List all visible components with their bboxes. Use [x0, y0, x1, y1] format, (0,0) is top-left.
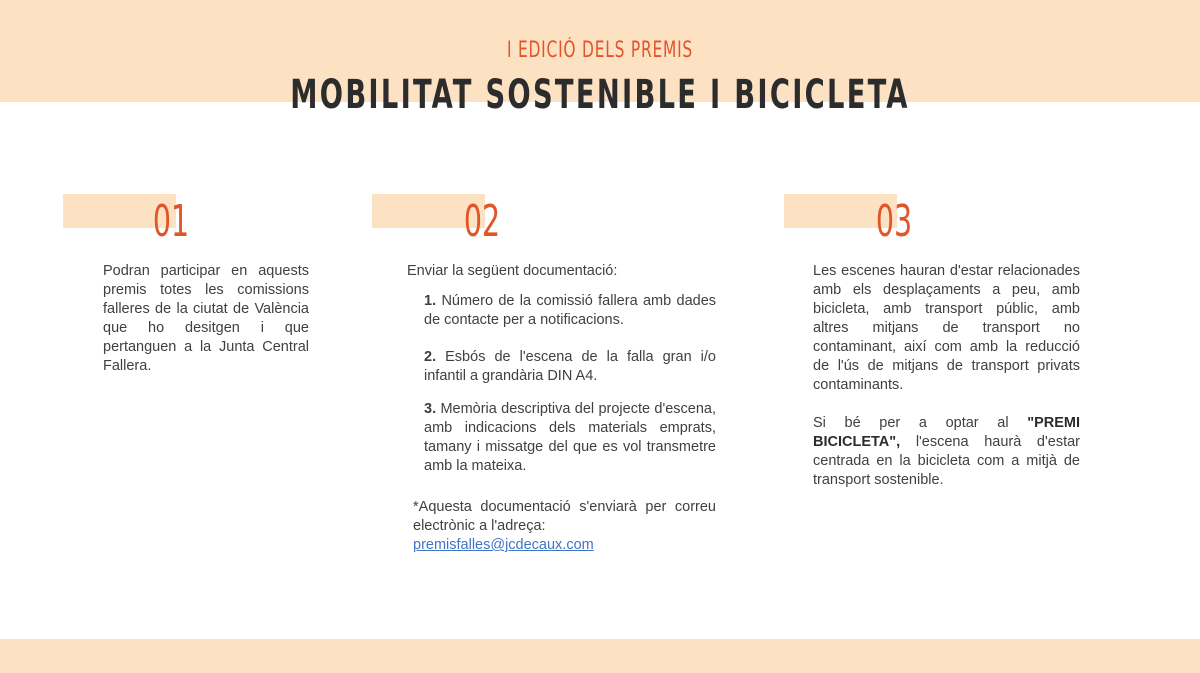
document-item-index: 1.: [424, 293, 437, 309]
page-subtitle: I EDICIÓ DELS PREMIS: [506, 38, 694, 63]
step-number-3: 03: [875, 196, 913, 247]
email-note-text: *Aquesta documentació s'enviarà per correu electrònic a l'adreça:: [413, 499, 716, 534]
step-3-paragraph-2: [813, 414, 1080, 490]
document-item-1: [424, 292, 716, 330]
footer-band: [0, 639, 1200, 673]
document-item-text: Número de la comissió fallera amb dades de contacte per a notificacions.: [424, 293, 717, 328]
step-3-paragraph-1: Les escenes hauran d'estar relacionades amb els desplaçaments a peu, amb bicicleta, amb transport públic, amb altres mitjans de transport no contaminant, així com amb la reducció de l'ús de mitjans de transport privats contaminants.: [813, 263, 1080, 393]
document-item-2: [424, 348, 716, 386]
email-note: [413, 498, 716, 555]
document-item-3: [424, 400, 716, 476]
step-2-intro: Enviar la següent documentació:: [407, 263, 618, 279]
premi-bicicleta-label: "PREMI BICICLETA",: [813, 415, 1080, 450]
document-item-index: 2.: [424, 349, 437, 365]
step-number-1: 01: [152, 196, 190, 247]
email-link[interactable]: premisfalles@jcdecaux.com: [413, 537, 594, 553]
document-item-text: Esbós de l'escena de la falla gran i/o infantil a grandària DIN A4.: [424, 349, 716, 384]
document-item-index: 3.: [424, 401, 437, 417]
step-number-2: 02: [463, 196, 501, 247]
step-3-paragraph-2-end: l'escena haurà d'estar centrada en la bicicleta com a mitjà de transport sostenible.: [813, 434, 1080, 488]
step-1-text: Podran participar en aquests premis totes les comissions falleres de la ciutat de València que ho desitgen i que pertanguen a la Junta Central Fallera.: [103, 263, 309, 374]
page-title: MOBILITAT SOSTENIBLE I BICICLETA: [290, 72, 910, 118]
step-3-text: [813, 262, 1080, 490]
step-3-paragraph-2-start: Si bé per a optar al: [813, 415, 1009, 431]
document-item-text: Memòria descriptiva del projecte d'escena, amb indicacions dels materials emprats, tamany i missatge del que es vol transmetre amb la mateixa.: [424, 401, 717, 474]
